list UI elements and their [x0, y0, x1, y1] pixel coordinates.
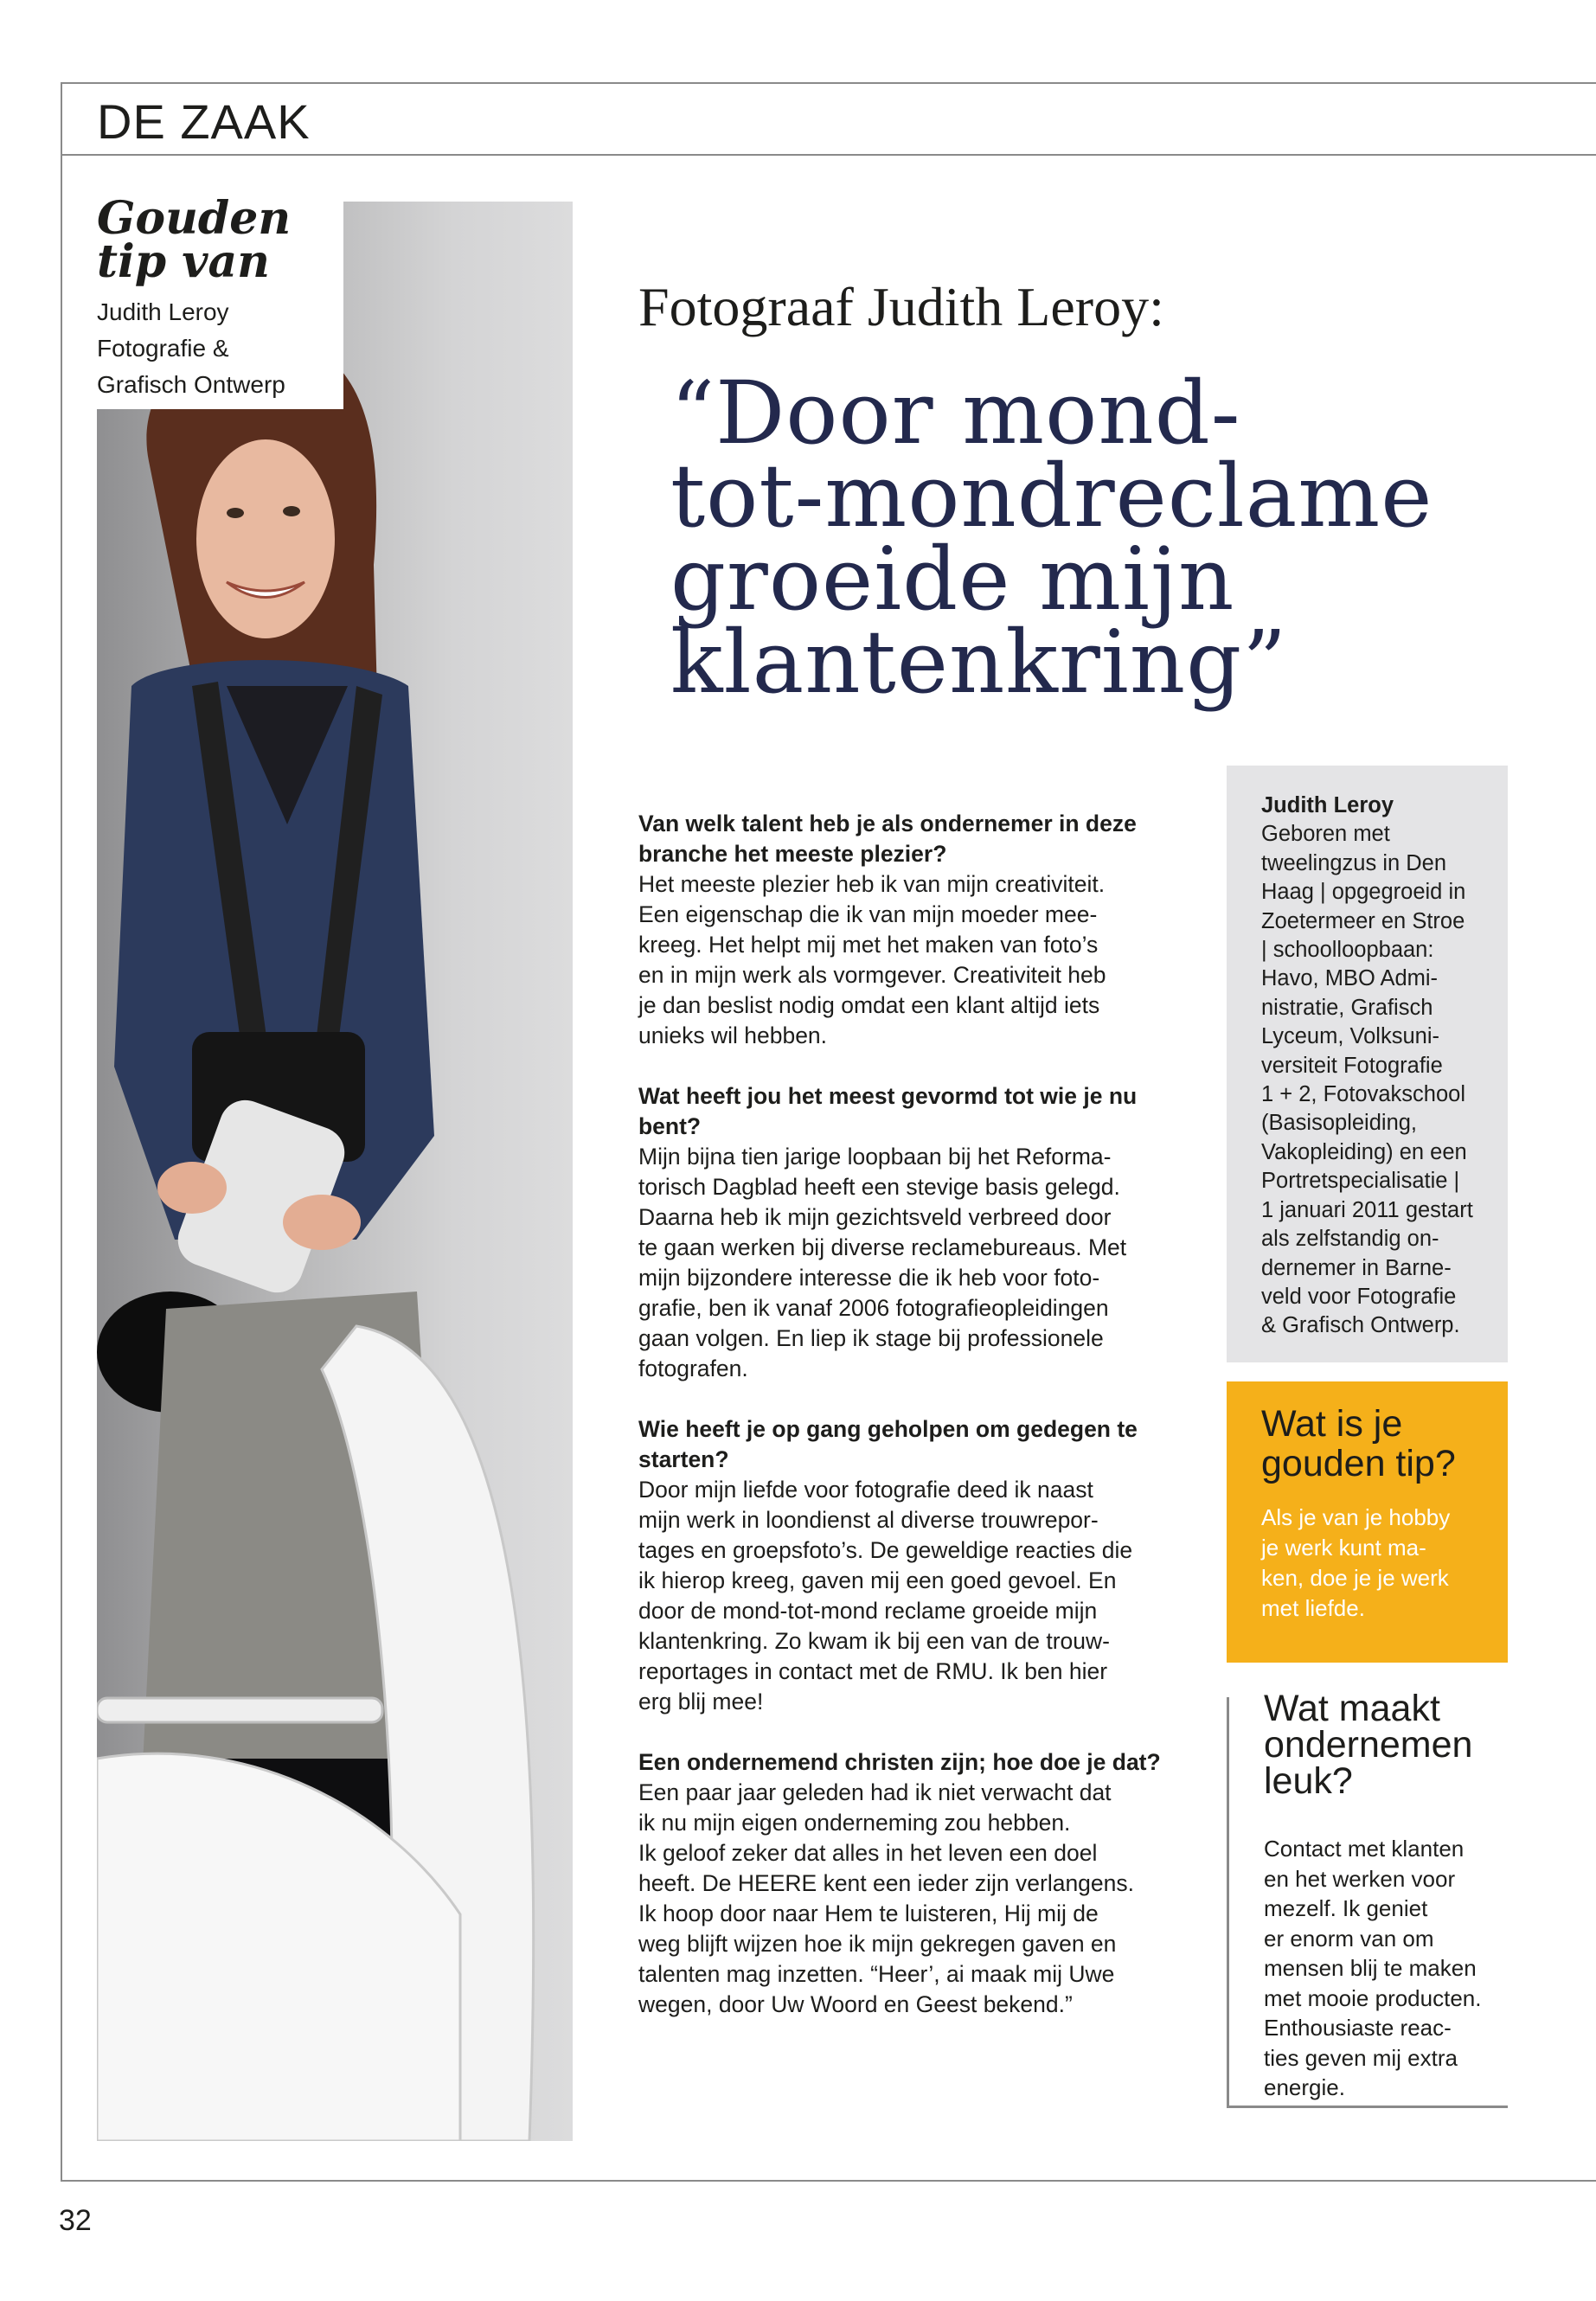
qa-answer: Een paar jaar geleden had ik niet verwacht dat ik nu mijn eigen onderneming zou hebben. Ik geloof zeker dat alles in het leven een doel heeft. De HEERE kent een ieder zijn verlangens. Ik hoop door naar Hem te luisteren, Hij mij de weg blijft wijzen hoe ik mijn gekregen gaven en talenten mag inzetten. “Heer’, ai maak mij Uwe wegen, door Uw Woord en Geest bekend.”	[638, 1779, 1135, 2017]
bio-text: Geboren met tweelingzus in Den Haag | opgegroeid in Zoetermeer en Stroe | schoolloopbaan: Havo, MBO Admi- nistratie, Grafisch Lyceum, Volksuni- versiteit Fotografie 1 + 2, Fotovakschool (Basisopleiding, Vakopleiding) en een Portretspecialisatie | 1 januari 2011 gestart als zelfstandig on- dernemer in Barne- veld voor Fotografie & Grafisch Ontwerp.	[1261, 822, 1473, 1338]
qa-question: Een ondernemend christen zijn; hoe doe je dat?	[638, 1749, 1161, 1775]
gold-tip-question: Wat is je gouden tip?	[1261, 1403, 1456, 1484]
qa-answer: Mijn bijna tien jarige loopbaan bij het Reforma- torisch Dagblad heeft een stevige basis gelegd. Daarna heb ik mijn gezichtsveld verbreed door te gaan werken bij diverse reclamebureaus. Met mijn bijzondere interesse die ik heb voor foto- grafie, ben ik vanaf 2006 fotografieopleidingen gaan volgen. En liep ik stage bij professionele fotografen.	[638, 1144, 1127, 1381]
tip-heading	[97, 192, 356, 288]
bio-name: Judith Leroy	[1261, 793, 1394, 817]
qa-block	[638, 1081, 1162, 1384]
fun-question: Wat maakt ondernemen leuk?	[1264, 1688, 1473, 1802]
header-rule	[62, 154, 1596, 156]
tip-name-line1: Judith Leroy	[97, 298, 229, 325]
photographer-illustration	[97, 202, 573, 2141]
gold-tip-answer: Als je van je hobby je werk kunt ma- ken, doe je je werk met liefde.	[1261, 1504, 1451, 1621]
tip-heading-line2: tip van	[97, 235, 270, 288]
tip-name-line3: Grafisch Ontwerp	[97, 371, 285, 398]
fun-box	[1227, 1688, 1508, 2108]
article-kicker: Fotograaf Judith Leroy:	[638, 276, 1164, 337]
bio-box	[1227, 766, 1508, 1362]
qa-question: Wie heeft je op gang geholpen om gedegen te starten?	[638, 1416, 1138, 1472]
fun-answer: Contact met klanten en het werken voor mezelf. Ik geniet er enorm van om mensen blij te maken met mooie producten. Enthousiaste reac- ties geven mij extra energie.	[1264, 1836, 1482, 2100]
tip-heading-line1: Gouden	[97, 192, 292, 245]
article-headline: “Door mond- tot-mondreclame groeide mijn klantenkring”	[670, 362, 1433, 713]
gold-tip-box	[1227, 1381, 1508, 1663]
qa-question: Van welk talent heb je als ondernemer in deze branche het meeste plezier?	[638, 811, 1137, 867]
qa-question: Wat heeft jou het meest gevormd tot wie je nu bent?	[638, 1083, 1138, 1139]
article-body	[638, 809, 1162, 2050]
qa-block	[638, 809, 1162, 1051]
section-title: DE ZAAK	[97, 94, 311, 149]
page-number: 32	[59, 2204, 92, 2237]
qa-block	[638, 1747, 1162, 2020]
qa-answer: Het meeste plezier heb ik van mijn creativiteit. Een eigenschap die ik van mijn moeder mee- kreeg. Het helpt mij met het maken van foto’s en in mijn werk als vormgever. Creativiteit heb je dan beslist nodig omdat een klant altijd iets unieks wil hebben.	[638, 871, 1106, 1048]
tip-name	[97, 294, 330, 403]
portrait-photo	[97, 202, 573, 2141]
tip-name-line2: Fotografie &	[97, 335, 229, 362]
qa-answer: Door mijn liefde voor fotografie deed ik naast mijn werk in loondienst al diverse trouwrepor- tages en groepsfoto’s. De geweldige reacties die ik hierop kreeg, gaven mij een goed gevoel. En door de mond-tot-mond reclame groeide mijn klantenkring. Zo kwam ik bij een van de trouw- reportages in contact met de RMU. Ik ben hier erg blij mee!	[638, 1477, 1133, 1715]
qa-block	[638, 1414, 1162, 1717]
